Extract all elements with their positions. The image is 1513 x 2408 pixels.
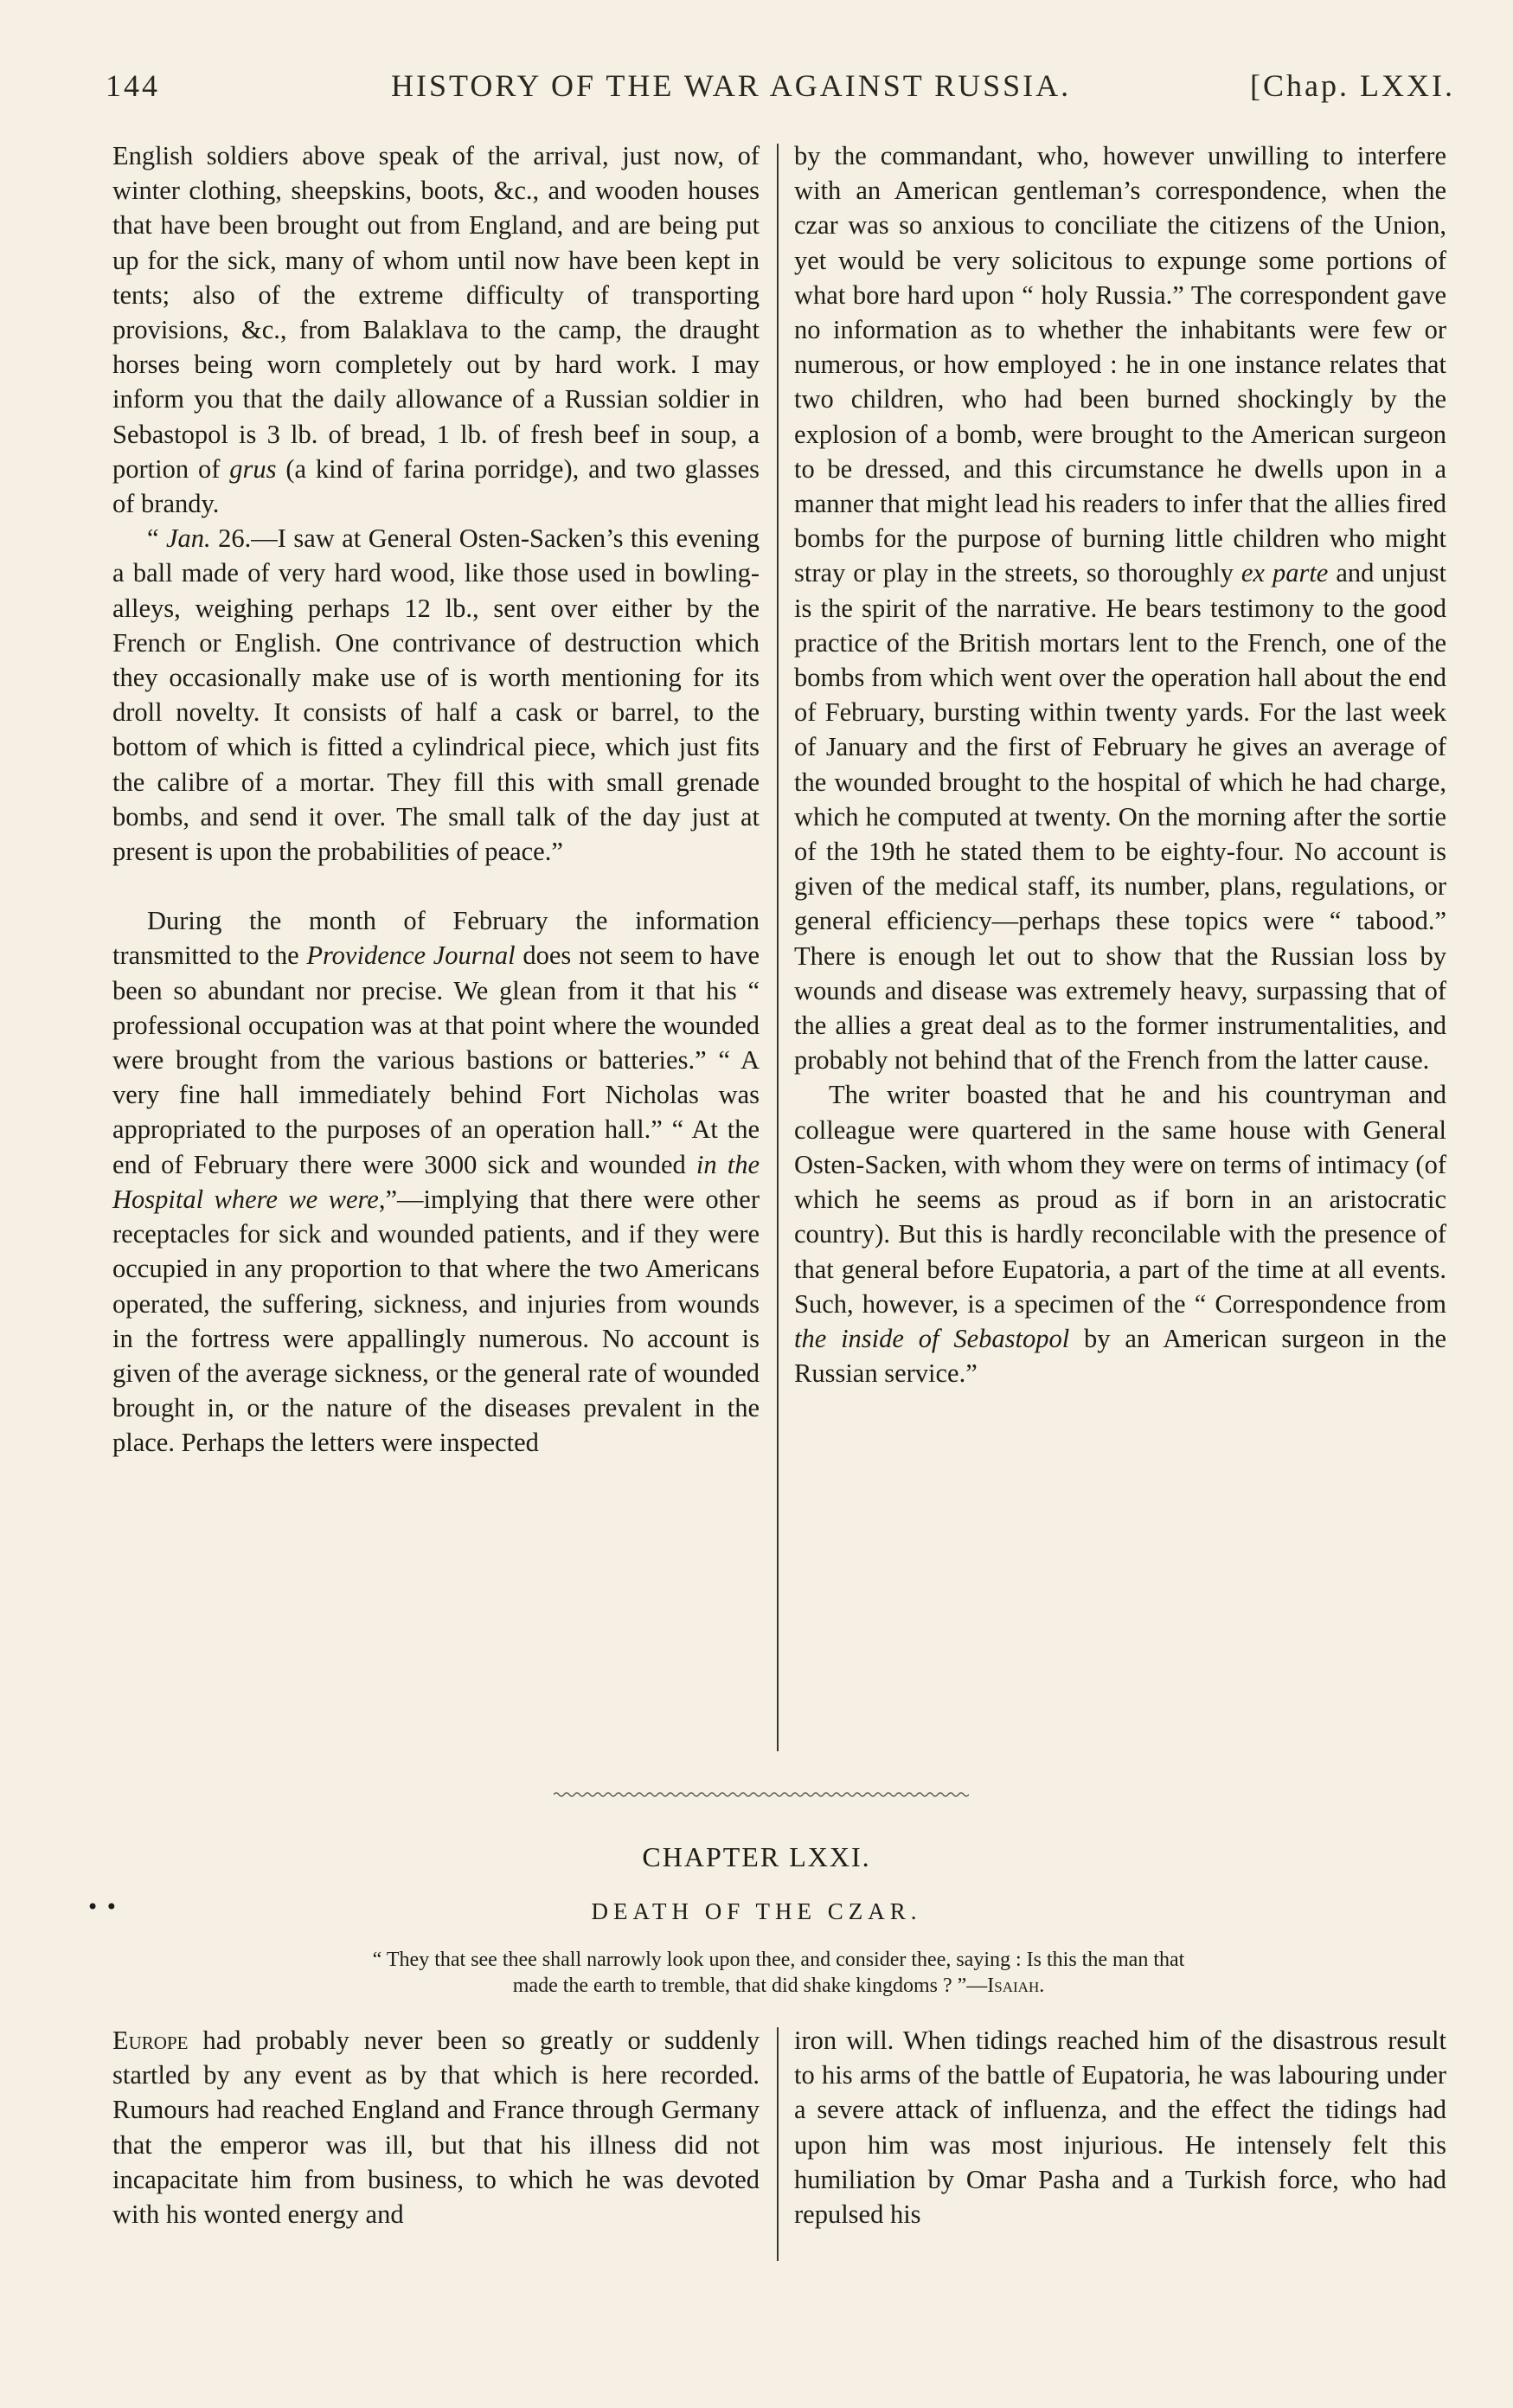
chapter-reference: [Chap. LXXI.	[1250, 68, 1455, 103]
page-number: 144	[106, 68, 160, 103]
chapter-subtitle: DEATH OF THE CZAR.	[591, 1898, 922, 1924]
paragraph-europe: Europe had probably never been so greatly or suddenly startled by any event as by that which is here recorded. Rumours had reached England and France through Germany that the emperor was ill, but that his illness did not incapacitate him from business, to which he was devoted with his wonted energy and	[112, 2026, 760, 2230]
epigraph-line-1: “ They that see thee shall narrowly look upon thee, and consider thee, saying : Is this the man that	[372, 1949, 1185, 1971]
paragraph-writer-boasted: The writer boasted that he and his countryman and colleague were quartered in the same house with General Osten-Sacken, with whom they were on terms of intimacy (of which he seems as proud as if born in an aristocratic country). But this is hardly reconcilable with the presence of that general before Eupatoria, a part of the time at all events. Such, however, is a specimen of the “ Correspondence from the inside of Sebastopol by an American surgeon in the Russian service.”	[794, 1080, 1446, 1389]
paragraph-jan-26: “ Jan. 26.—I saw at General Osten-Sacken’s this evening a ball made of very hard wood, like those used in bowling-alleys, weighing perhaps 12 lb., sent over either by the French or English. One contrivance of destruction which they occasionally make use of is worth mentioning for its droll novelty. It consists of half a cask or barrel, to the bottom of which is fitted a cylindrical piece, which just fits the calibre of a mortar. They fill this with small grenade bombs, and send it over. The small talk of the day just at present is upon the probabilities of peace.”	[112, 523, 760, 867]
left-column-top	[112, 138, 760, 1461]
epigraph	[216, 1947, 1341, 1999]
chapter-heading: CHAPTER LXXI.	[642, 1841, 871, 1872]
paragraph-february: During the month of February the information transmitted to the Providence Journal does not seem to have been so abundant nor precise. We glean from it that his “ professional occupation was at that point where the wounded were brought from the various bastions or batteries.” “ A very fine hall immediately behind Fort Nicholas was appropriated to the purposes of an operation hall.” “ At the end of February there were 3000 sick and wounded in the Hospital where we were,”—implying that there were other receptacles for sick and wounded patients, and if they were occupied in any proportion to that where the two Americans operated, the suffering, sickness, and injuries from wounds in the fortress were appallingly numerous. No account is given of the average sickness, or the general rate of wounded brought in, or the nature of the diseases prevalent in the place. Perhaps the letters were inspected	[112, 906, 760, 1458]
left-column-bottom	[112, 2023, 760, 2231]
column-divider	[777, 144, 779, 1751]
lead-word: Europe	[112, 2026, 189, 2055]
chapter-separator-ornament	[554, 1791, 969, 1798]
running-title: HISTORY OF THE WAR AGAINST RUSSIA.	[391, 68, 1072, 103]
right-column-top	[794, 138, 1446, 1390]
paragraph-soldiers: English soldiers above speak of the arrival, just now, of winter clothing, sheepskins, boots, &c., and wooden houses that have been brought out from England, and are being put up for the sick, many of whom until now have been kept in tents; also of the extreme difficulty of transporting provisions, &c., from Balaklava to the camp, the draught horses being worn completely out by hard work. I may inform you that the daily allowance of a Russian soldier in Sebastopol is 3 lb. of bread, 1 lb. of fresh beef in soup, a portion of grus (a kind of farina porridge), and two glasses of brandy.	[112, 141, 760, 519]
right-column-bottom	[794, 2023, 1446, 2231]
epigraph-source: Isaiah.	[987, 1975, 1045, 1997]
running-head	[106, 67, 1455, 111]
epigraph-line-2: made the earth to tremble, that did shake kingdoms ? ”—Isaiah.	[512, 1975, 1045, 1997]
paragraph-iron-will: iron will. When tidings reached him of the disastrous result to his arms of the battle of Eupatoria, he was labouring under a severe attack of influenza, and the effect the tidings had upon him was most injurious. He intensely felt this humiliation by Omar Pasha and a Turkish force, who had repulsed his	[794, 2026, 1446, 2230]
margin-marks: • •	[87, 1895, 118, 1919]
paragraph-commandant: by the commandant, who, however unwilling to interfere with an American gentleman’s correspondence, when the czar was so anxious to conciliate the citizens of the Union, yet would be very solicitous to expunge some portions of what bore hard upon “ holy Russia.” The correspondent gave no information as to whether the inhabitants were few or numerous, or how employed : he in one instance relates that two children, who had been burned shockingly by the explosion of a bomb, were brought to the American surgeon to be dressed, and this circumstance he dwells upon in a manner that might lead his readers to infer that the allies fired bombs for the purpose of burning little children who might stray or play in the streets, so thoroughly ex parte and unjust is the spirit of the narrative. He bears testimony to the good practice of the British mortars lent to the French, one of the bombs from which went over the operation hall about the end of February, bursting within twenty yards. For the last week of January and the first of February he gives an average of the wounded brought to the hospital of which he had charge, which he computed at twenty. On the morning after the sortie of the 19th he stated them to be eighty-four. No account is given of the medical staff, its number, plans, regulations, or general efficiency—perhaps these topics were “ tabood.” There is enough let out to show that the Russian loss by wounds and disease was extremely heavy, surpassing that of the allies a great deal as to the former instrumentalities, and probably not behind that of the French from the latter cause.	[794, 141, 1446, 1076]
column-divider-bottom	[777, 2027, 779, 2261]
